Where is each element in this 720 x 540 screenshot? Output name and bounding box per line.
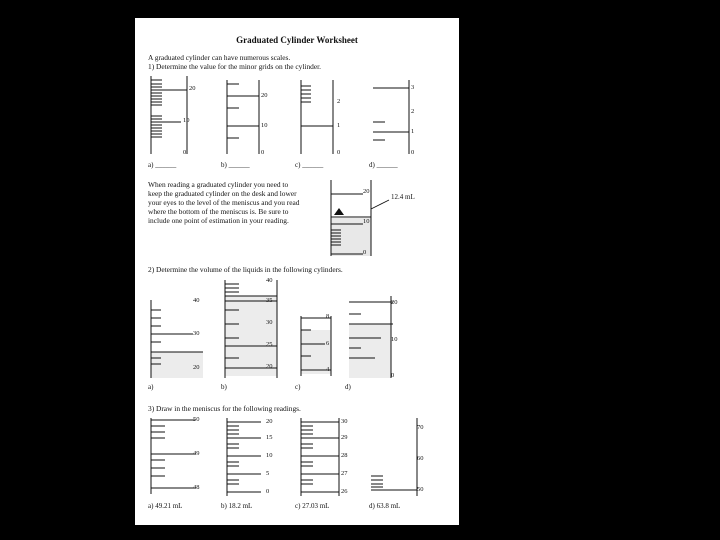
- scale-number: 50: [417, 486, 424, 493]
- q1-cylinder-c: [301, 80, 333, 154]
- question-2-prompt: 2) Determine the volume of the liquids in the following cylinders.: [148, 265, 343, 274]
- scale-number: 0: [183, 149, 187, 156]
- scale-number: 25: [266, 341, 273, 348]
- scale-number: 20: [189, 85, 196, 92]
- scale-number: 48: [193, 484, 200, 491]
- q3-cylinder-c: [301, 418, 339, 496]
- q1-answer-c[interactable]: c) ______: [295, 161, 324, 169]
- q1-answer-a[interactable]: a) ______: [148, 161, 177, 169]
- scale-number: 10: [183, 117, 190, 124]
- reading-paragraph-line: When reading a graduated cylinder you need to: [148, 180, 289, 189]
- q2-label-b: b): [221, 383, 227, 391]
- scale-number: 10: [266, 452, 273, 459]
- q3-answer-c: c) 27.03 mL: [295, 502, 330, 510]
- reading-example-value: 12.4 mL: [391, 193, 415, 201]
- intro-line-1: A graduated cylinder can have numerous scales.: [148, 53, 291, 62]
- q1-cylinder-b: [227, 80, 259, 154]
- scale-number: 20: [266, 418, 273, 425]
- q3-cylinder-b: [227, 418, 261, 496]
- question-1-prompt: 1) Determine the value for the minor grids on the cylinder.: [148, 62, 322, 71]
- scale-number: 4: [326, 366, 330, 373]
- q2-label-c: c): [295, 383, 301, 391]
- q1-cylinder-d: [373, 80, 409, 154]
- scale-number: 10: [261, 122, 268, 129]
- scale-number: 0: [337, 149, 341, 156]
- q1-answer-d[interactable]: d) ______: [369, 161, 398, 169]
- scale-number: 0: [391, 372, 395, 379]
- scale-number: 70: [417, 424, 424, 431]
- scale-number: 49: [193, 450, 200, 457]
- scale-number: 1: [337, 122, 341, 129]
- scale-number: 30: [266, 319, 273, 326]
- reading-paragraph-line: your eyes to the level of the meniscus and you read: [148, 198, 300, 207]
- scale-number: 20: [261, 92, 268, 99]
- scale-number: 1: [411, 128, 415, 135]
- scale-number: 30: [193, 330, 200, 337]
- scale-number: 5: [266, 470, 270, 477]
- q3-answer-a: a) 49.21 mL: [148, 502, 183, 510]
- q2-label-a: a): [148, 383, 154, 391]
- scale-number: 40: [193, 297, 200, 304]
- scale-number: 2: [411, 108, 415, 115]
- scale-number: 20: [391, 299, 398, 306]
- scale-number: 28: [341, 452, 348, 459]
- scale-number: 20: [363, 188, 370, 195]
- meniscus-arrow-icon: [334, 208, 344, 215]
- scale-number: 20: [193, 364, 200, 371]
- q3-cylinder-d: [371, 418, 417, 496]
- scale-number: 29: [341, 434, 348, 441]
- scale-number: 35: [266, 297, 273, 304]
- scale-number: 27: [341, 470, 348, 477]
- q2-label-d: d): [345, 383, 351, 391]
- scale-number: 8: [326, 313, 330, 320]
- reading-example-cylinder: [331, 180, 389, 256]
- worksheet-title: Graduated Cylinder Worksheet: [236, 35, 358, 45]
- q1-cylinder-a: [151, 76, 187, 154]
- scale-number: 10: [363, 218, 370, 225]
- scale-number: 10: [391, 336, 398, 343]
- scale-number: 0: [261, 149, 265, 156]
- scale-number: 20: [266, 363, 273, 370]
- scale-number: 40: [266, 277, 273, 284]
- q3-answer-b: b) 18.2 mL: [221, 502, 253, 510]
- scale-number: 0: [266, 488, 270, 495]
- reading-paragraph-line: keep the graduated cylinder on the desk and lower: [148, 189, 297, 198]
- scale-number: 6: [326, 340, 330, 347]
- scale-number: 15: [266, 434, 273, 441]
- q2-cylinder-d: [349, 296, 393, 378]
- scale-number: 30: [341, 418, 348, 425]
- q3-cylinder-a: [151, 418, 195, 494]
- scale-number: 2: [337, 98, 341, 105]
- scale-number: 60: [417, 455, 424, 462]
- reading-paragraph-line: include one point of estimation in your reading.: [148, 216, 289, 225]
- scale-number: 0: [411, 149, 415, 156]
- worksheet-page: [135, 18, 459, 525]
- scale-number: 26: [341, 488, 348, 495]
- q3-answer-d: d) 63.8 mL: [369, 502, 401, 510]
- scale-number: 0: [363, 249, 367, 256]
- scale-number: 3: [411, 84, 415, 91]
- scale-number: 50: [193, 416, 200, 423]
- q1-answer-b[interactable]: b) ______: [221, 161, 250, 169]
- question-3-prompt: 3) Draw in the meniscus for the following readings.: [148, 404, 301, 413]
- reading-paragraph-line: where the bottom of the meniscus is. Be sure to: [148, 207, 289, 216]
